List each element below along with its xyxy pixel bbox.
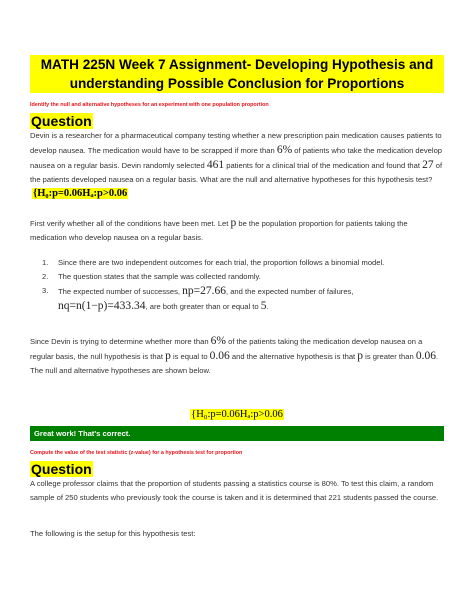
verify-p-symbol: p bbox=[230, 217, 237, 229]
section-2-setup-text: The following is the setup for this hypothesis test: bbox=[30, 529, 196, 538]
conditions-list bbox=[30, 256, 444, 314]
section-2-instruction: Compute the value of the test statistic (z-value) for a hypothesis test for proportion bbox=[30, 450, 243, 456]
since-paragraph: Since Devin is trying to determine whether more than 6% of the patients taking the medication develop nausea on a regular basis, the null hypothesis is that p is equal to 0.06 and the alternative hypothesis is that p is greater than 0.06. The null and alternative hypotheses are shown below. bbox=[30, 335, 439, 375]
q1-text-g: of the patients developed nausea on a regular basis. What are the null and alternative hypotheses for this hypothesis test? bbox=[30, 161, 443, 184]
verify-text-b: be the population proportion for patients taking the medication who develop nausea on a regular basis. bbox=[30, 219, 408, 242]
answer-hypotheses-centered: {H₀:p=0.06Hₐ:p>0.06 bbox=[191, 409, 283, 420]
section-1-question-text bbox=[30, 129, 444, 201]
answer-hypotheses: {H₀:p=0.06Hₐ:p>0.06 bbox=[33, 188, 128, 199]
section-2-question-heading: Question bbox=[31, 461, 92, 477]
q1-text-e: patients for a clinical trial of the medication and found that bbox=[224, 161, 423, 170]
list-item: 1. Since there are two independent outcomes for each trial, the proportion follows a binomial model. bbox=[42, 258, 385, 267]
q1-text-a: Devin is a researcher for a pharmaceutical company testing whether a new prescription pain medication causes patients to develop nausea. The medication would have to be scrapped if more than bbox=[30, 131, 442, 155]
verify-text-a: First verify whether all of the conditions have been met. Let bbox=[30, 219, 231, 228]
list-item: 3. The expected number of successes, np=27.66, and the expected number of failures, nq=n(1−p)=433.34, are both greater than or equal to 5. bbox=[42, 285, 354, 312]
q1-text-c: of patients who take the medication develop nausea on a regular basis. Devin randomly selected bbox=[30, 146, 443, 170]
list-item: 2. The question states that the sample was collected randomly. bbox=[42, 272, 261, 281]
section-2-question-text: A college professor claims that the proportion of students passing a statistics course is 80%. To test this claim, a random sample of 250 students who previously took the course is taken and it is determined that 221 students passed the course. bbox=[30, 479, 439, 502]
q1-percent: 6% bbox=[276, 144, 293, 156]
section-1-instruction: Identify the null and alternative hypotheses for an experiment with one population proportion bbox=[30, 102, 269, 108]
title-line-2: understanding Possible Conclusion for Proportions bbox=[69, 76, 405, 91]
q1-count: 27 bbox=[422, 159, 434, 171]
feedback-banner: Great work! That's correct. bbox=[30, 426, 444, 441]
page-title bbox=[30, 55, 444, 93]
verify-paragraph bbox=[30, 216, 444, 245]
q1-sample-size: 461 bbox=[206, 159, 225, 171]
title-line-1: MATH 225N Week 7 Assignment- Developing Hypothesis and bbox=[40, 57, 434, 72]
section-1-question-heading: Question bbox=[31, 113, 92, 129]
